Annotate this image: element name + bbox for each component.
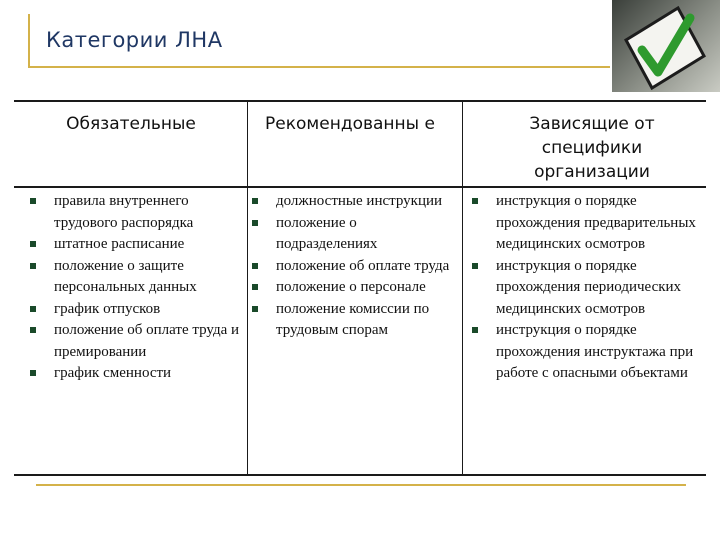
list-item: положение об оплате труда и премировании [30, 320, 246, 363]
slide-title: Категории ЛНА [46, 28, 223, 52]
square-bullet-icon [252, 198, 258, 204]
square-bullet-icon [472, 198, 478, 204]
square-bullet-icon [30, 306, 36, 312]
list-item: положение комиссии по трудовым спорам [252, 299, 458, 342]
bottom-accent-line [36, 484, 686, 486]
list-item: график сменности [30, 363, 246, 385]
square-bullet-icon [252, 306, 258, 312]
header-separator [14, 186, 706, 188]
column-divider [462, 100, 463, 474]
square-bullet-icon [252, 284, 258, 290]
list-item: положение о защите персональных данных [30, 256, 246, 299]
list-item: правила внутреннего трудового распорядка [30, 191, 246, 234]
square-bullet-icon [30, 370, 36, 376]
column-header-mandatory: Обязательные [66, 114, 196, 134]
square-bullet-icon [472, 263, 478, 269]
column-header-specific: Зависящие от специфики организации [529, 114, 655, 182]
square-bullet-icon [252, 220, 258, 226]
column-divider [247, 100, 248, 474]
specific-list [472, 191, 706, 385]
square-bullet-icon [472, 327, 478, 333]
list-item: положение о подразделениях [252, 213, 458, 256]
list-item: инструкция о порядке прохождения инструктажа при работе с опасными объектами [472, 320, 706, 385]
corner-image [612, 0, 720, 92]
list-item: положение о персонале [252, 277, 458, 299]
list-item: инструкция о порядке прохождения периодических медицинских осмотров [472, 256, 706, 321]
list-item: должностные инструкции [252, 191, 458, 213]
list-item: график отпусков [30, 299, 246, 321]
square-bullet-icon [252, 263, 258, 269]
square-bullet-icon [30, 327, 36, 333]
column-header-recommended: Рекомендованны е [265, 114, 435, 134]
recommended-list [252, 191, 458, 342]
list-item: положение об оплате труда [252, 256, 458, 278]
mandatory-list [30, 191, 246, 385]
checkmark-icon [612, 0, 720, 92]
list-item: инструкция о порядке прохождения предварительных медицинских осмотров [472, 191, 706, 256]
square-bullet-icon [30, 198, 36, 204]
square-bullet-icon [30, 263, 36, 269]
list-item: штатное расписание [30, 234, 246, 256]
square-bullet-icon [30, 241, 36, 247]
